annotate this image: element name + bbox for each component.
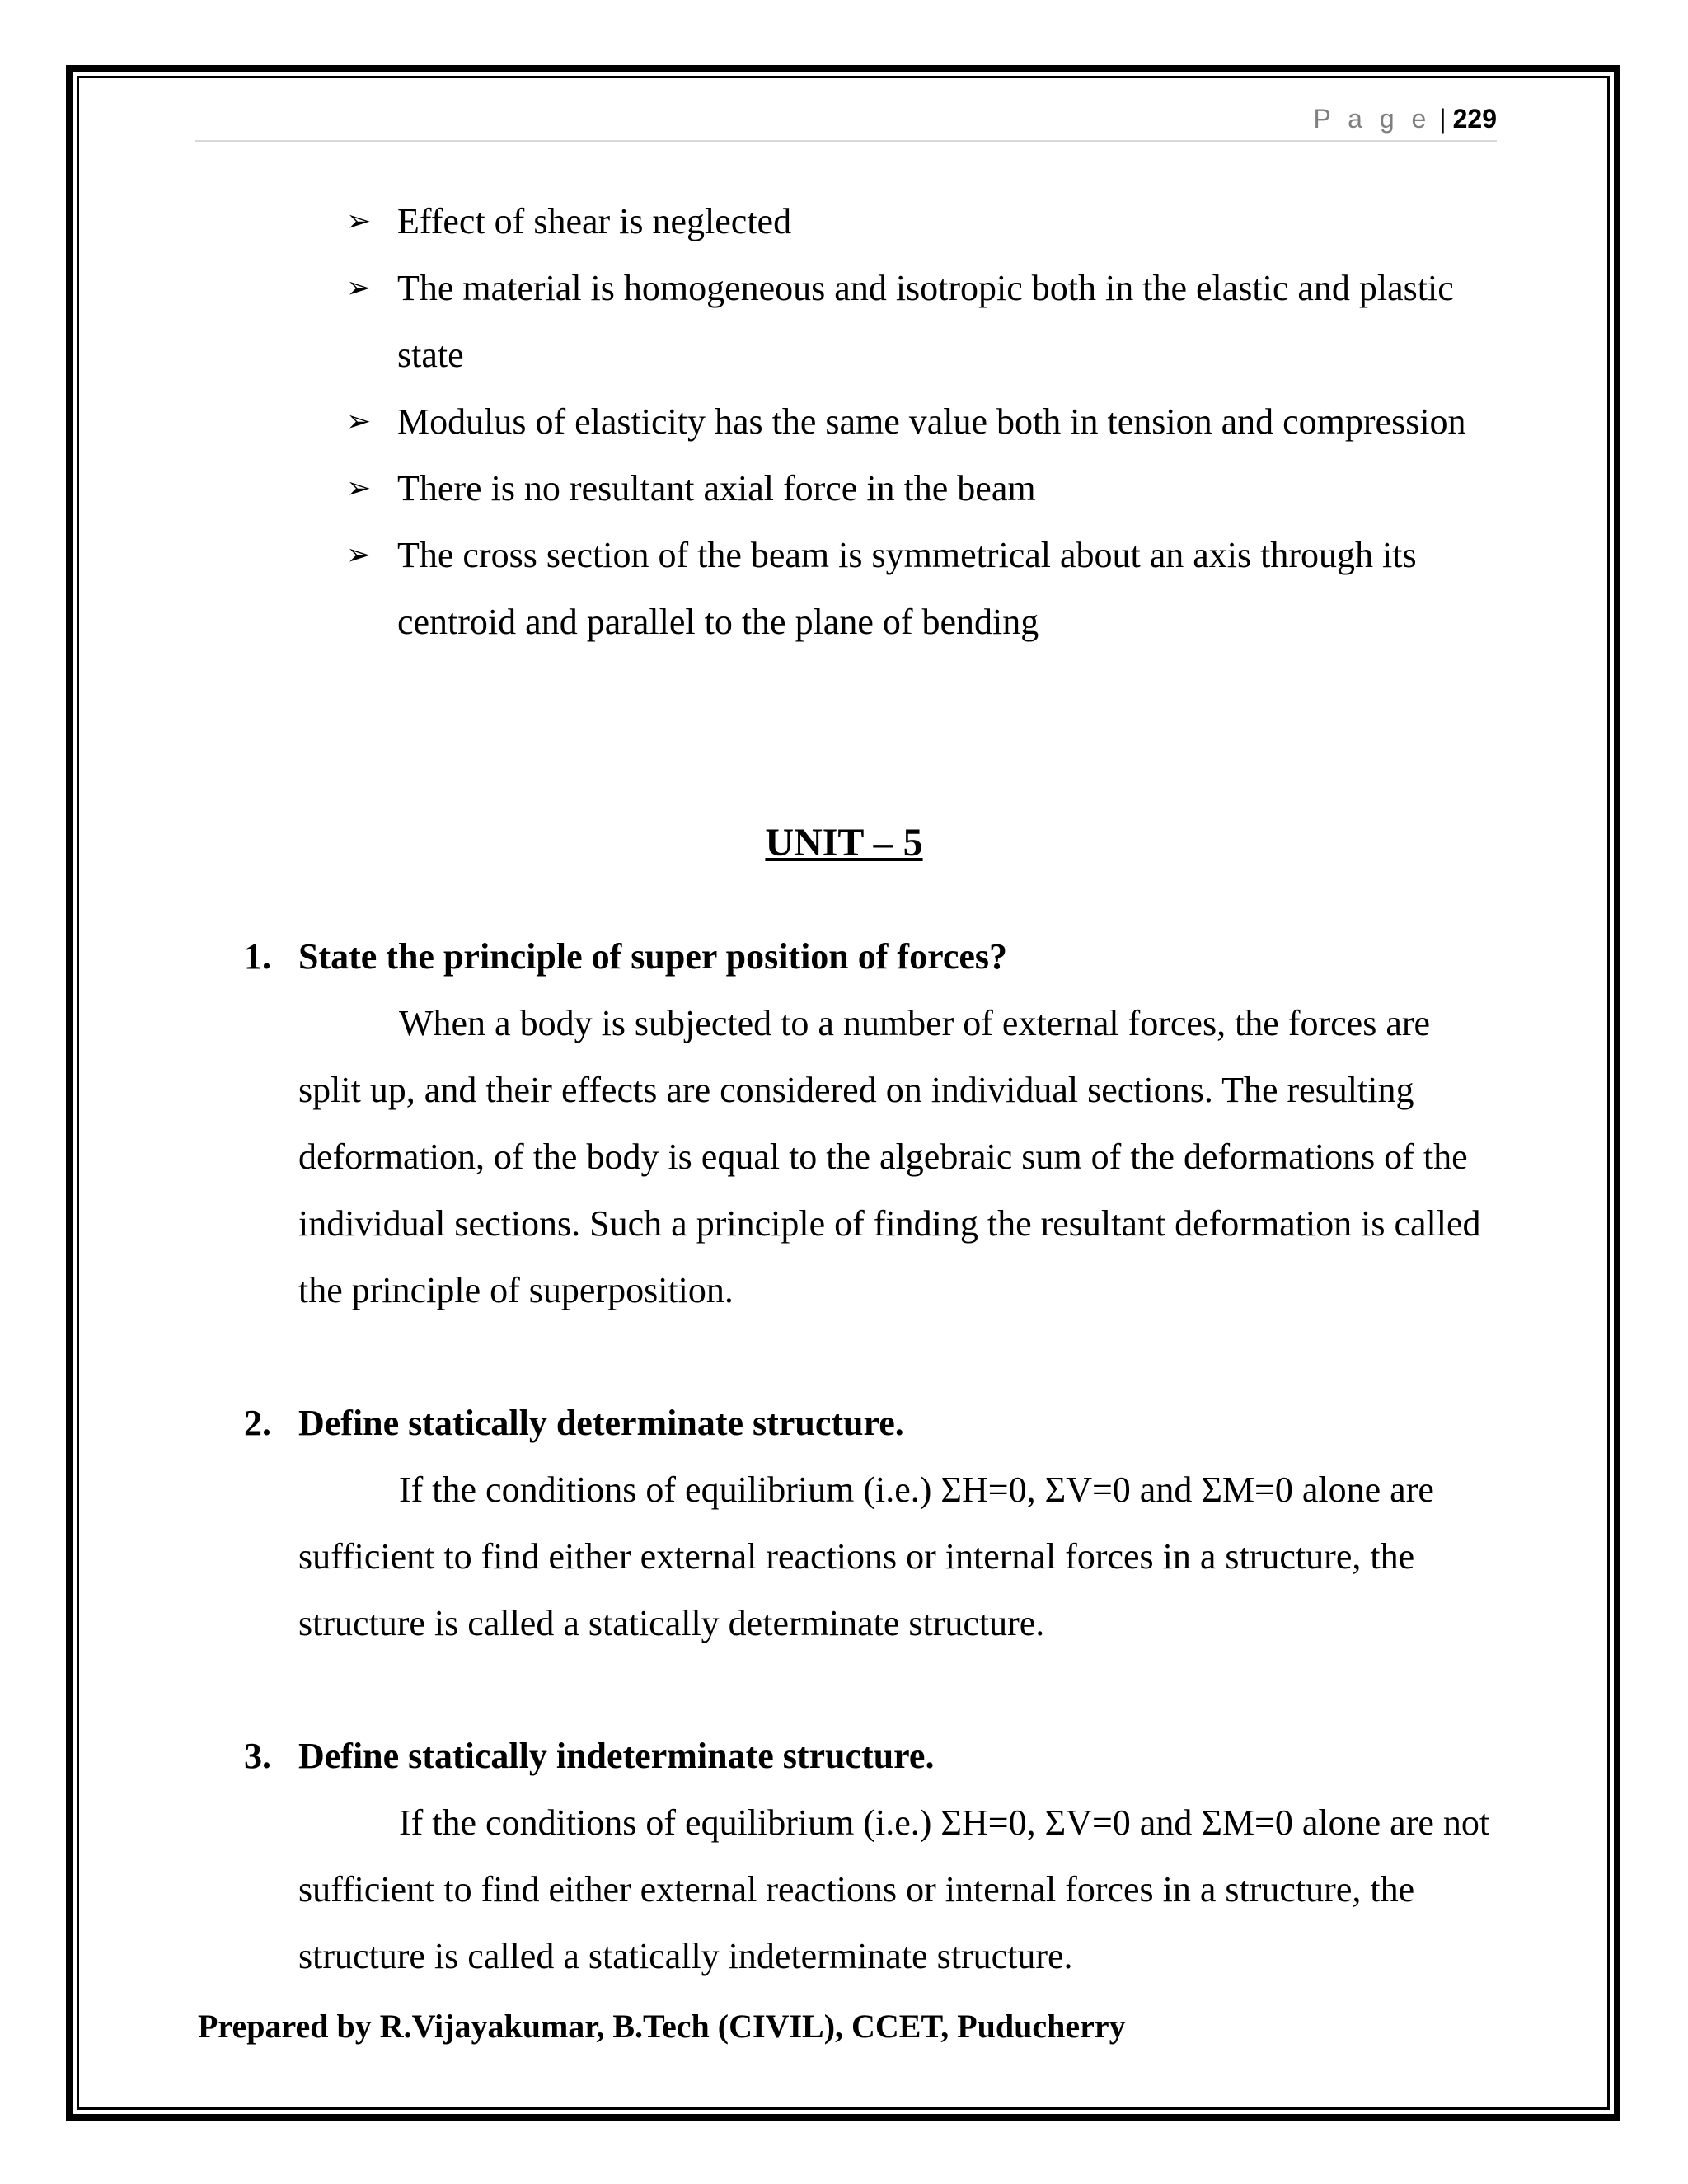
answer-paragraph: If the conditions of equilibrium (i.e.) ΣH=0, ΣV=0 and ΣM=0 alone are sufficient to find either external reactions or internal forces in a structure, the structure is called a statically determinate structure. xyxy=(298,1469,1434,1643)
arrow-bullet-icon: ➢ xyxy=(346,538,372,572)
list-item xyxy=(346,522,1500,655)
question-number: 3. xyxy=(244,1736,271,1776)
list-item-text: Modulus of elasticity has the same value both in tension and compression xyxy=(397,401,1466,442)
question-heading xyxy=(244,1722,1497,1789)
list-item-text: Effect of shear is neglected xyxy=(397,201,792,241)
arrow-bullet-icon: ➢ xyxy=(346,471,372,505)
list-item-text: The cross section of the beam is symmetrical about an axis through its centroid and parallel to the plane of bending xyxy=(397,535,1417,642)
question-block xyxy=(244,1390,1497,1657)
page-header xyxy=(195,97,1497,142)
list-item xyxy=(346,388,1500,455)
list-item xyxy=(346,455,1500,522)
question-heading xyxy=(244,923,1497,990)
question-text: Define statically determinate structure. xyxy=(298,1403,904,1443)
question-text: Define statically indeterminate structure. xyxy=(298,1736,935,1776)
question-block xyxy=(244,1722,1497,1990)
unit-heading: UNIT – 5 xyxy=(765,821,923,865)
list-item xyxy=(346,255,1500,388)
arrow-bullet-icon: ➢ xyxy=(346,204,372,238)
arrow-bullet-icon: ➢ xyxy=(346,271,372,305)
question-text: State the principle of super position of forces? xyxy=(298,936,1007,977)
answer-paragraph: If the conditions of equilibrium (i.e.) ΣH=0, ΣV=0 and ΣM=0 alone are not sufficient to find either external reactions or internal forces in a structure, the structure is called a statically indeterminate structure. xyxy=(298,1802,1490,1976)
question-number: 2. xyxy=(244,1403,271,1443)
page-number: 229 xyxy=(1452,104,1497,134)
page-separator: | xyxy=(1439,104,1447,134)
question-block xyxy=(244,923,1497,1324)
question-number: 1. xyxy=(244,936,271,977)
arrow-bullet-icon: ➢ xyxy=(346,405,372,438)
answer-paragraph: When a body is subjected to a number of external forces, the forces are split up, and their effects are considered on individual sections. The resulting deformation, of the body is equal to the algebraic sum of the deformations of the individual sections. Such a principle of finding the resultant deformation is called the principle of superposition. xyxy=(298,1003,1481,1310)
assumptions-list xyxy=(346,188,1500,655)
list-item-text: There is no resultant axial force in the beam xyxy=(397,468,1036,509)
question-heading xyxy=(244,1390,1497,1456)
list-item-text: The material is homogeneous and isotropic both in the elastic and plastic state xyxy=(397,268,1454,375)
page-footer: Prepared by R.Vijayakumar, B.Tech (CIVIL), CCET, Puducherry xyxy=(198,2008,1126,2045)
list-item xyxy=(346,188,1500,255)
page-label: P a g e xyxy=(1313,104,1432,134)
